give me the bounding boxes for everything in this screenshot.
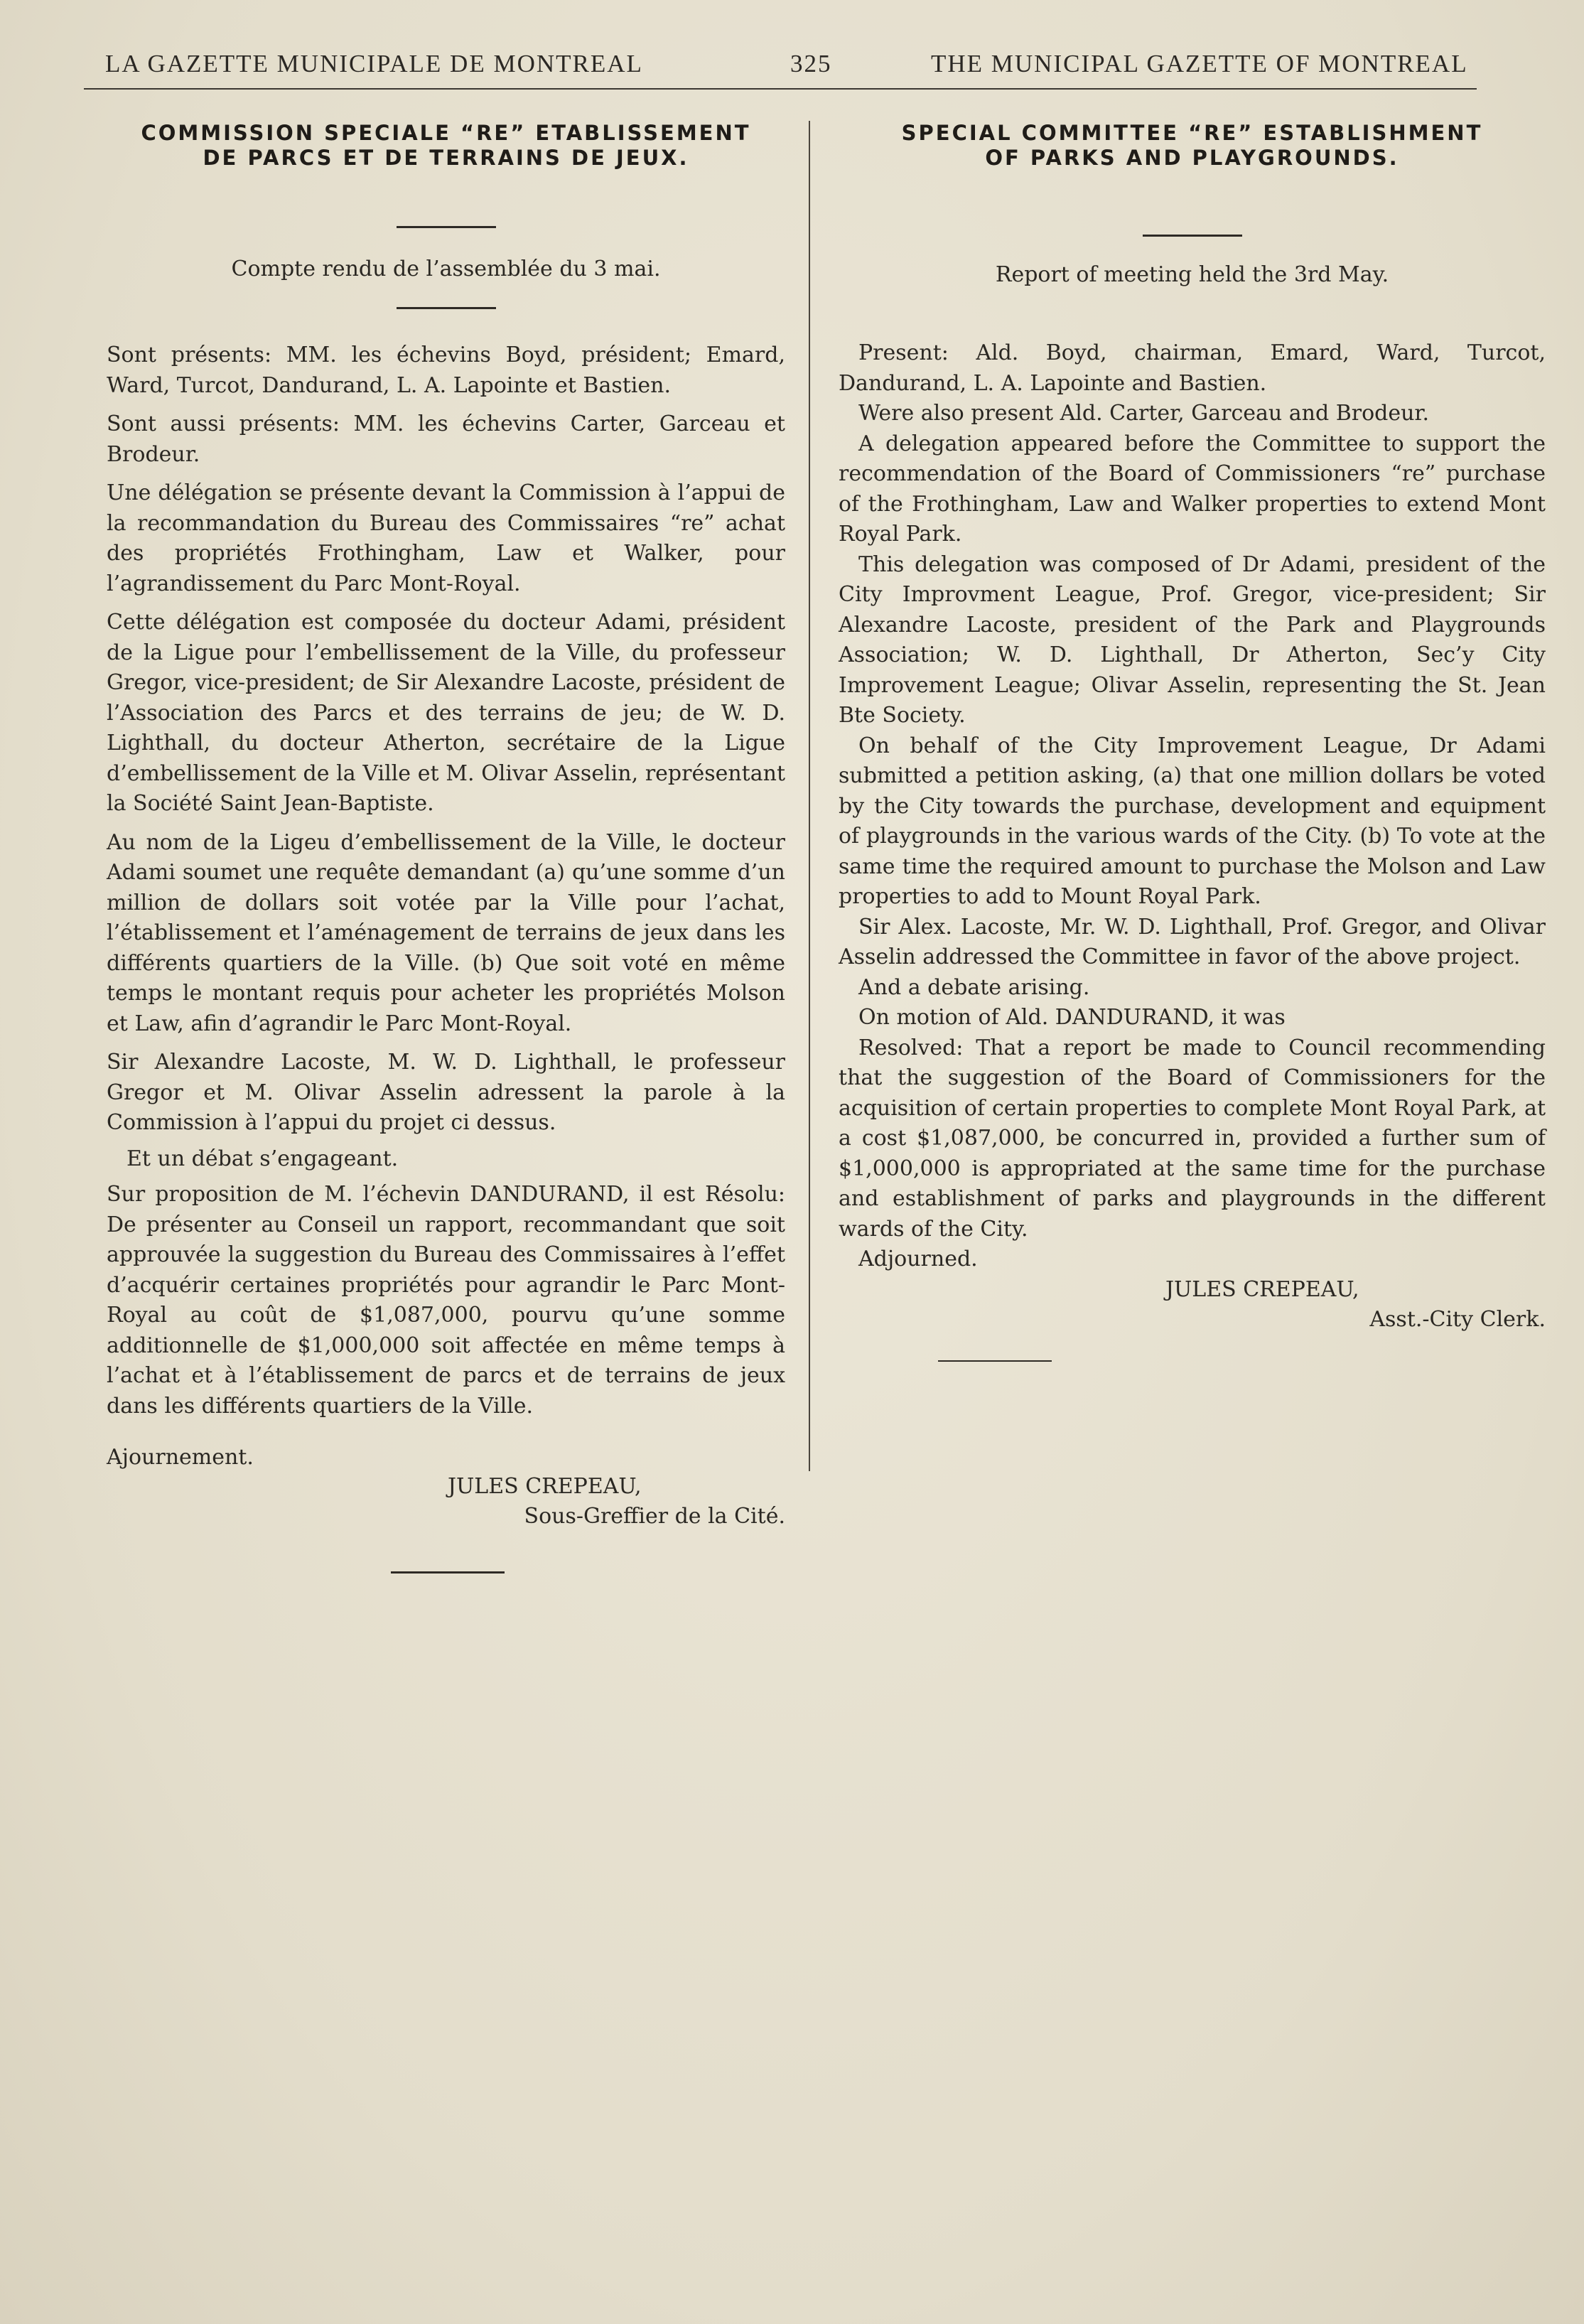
english-paragraph: Resolved: That a report be made to Council recommending that the suggestion of the Board of Commissioners for the acquisition of certain properties to complete Mont Royal Park, at a cost $1,087,000, be concurred in, provided a further sum of $1,000,000 is appropriated at the same time for the purchase and establishment of parks and playgrounds in the different wards of the City. [839, 1035, 1546, 1242]
english-signature-title: Asst.-City Clerk. [1369, 1306, 1546, 1332]
french-subtitle-rule [397, 307, 496, 309]
english-end-rule [938, 1360, 1052, 1362]
french-section-title: COMMISSION SPECIALE “RE” ETABLISSEMENT DE PARCS ET DE TERRAINS DE JEUX. [141, 121, 751, 170]
french-paragraph: Cette délégation est composée du docteur Adami, président de la Ligue pour l’embellissement de la Ville, du professeur Gregor, vice-president; de Sir Alexandre Lacoste, président de l’Association des Parcs et des terrains de jeu; de W. D. Lighthall, du docteur Atherton, secrétaire de la Ligue d’embellissement de la Ville et M. Olivar Asselin, représentant la Société Saint Jean-Baptiste. [107, 610, 785, 816]
english-body [839, 338, 1546, 1275]
french-paragraph: Sur proposition de M. l’échevin DANDURAND, il est Résolu: De présenter au Conseil un rapport, recommandant que soit approuvée la suggestion du Bureau des Commissaires à l’effet d’acquérir certaines propriétés pour agrandir le Parc Mont-Royal au coût de $1,087,000, pourvu qu’une somme additionnelle de $1,000,000 soit affectée en même temps à l’achat et à l’établissement de parcs et de terrains de jeux dans les différents quartiers de la Ville. [107, 1182, 785, 1419]
english-paragraph: This delegation was composed of Dr Adami, president of the City Improvment League, Prof. Gregor, vice-president; Sir Alexandre Lacoste, president of the Park and Playgrounds Association; W. D. Lighthall, Dr Atherton, Sec’y City Improvement League; Olivar Asselin, representing the St. Jean Bte Society. [839, 552, 1546, 728]
english-subtitle: Report of meeting held the 3rd May. [995, 262, 1389, 287]
french-title-rule [397, 226, 496, 228]
english-paragraph: On motion of Ald. DANDURAND, it was [858, 1005, 1286, 1030]
french-body [107, 340, 785, 1473]
french-paragraph: Et un débat s’engageant. [126, 1146, 399, 1171]
english-section-title: SPECIAL COMMITTEE “RE” ESTABLISHMENT OF PARKS AND PLAYGROUNDS. [901, 121, 1483, 170]
french-paragraph: Sont aussi présents: MM. les échevins Carter, Garceau et Brodeur. [107, 411, 785, 467]
french-paragraph: Une délégation se présente devant la Commission à l’appui de la recommandation du Bureau des Commissaires “re” achat des propriétés Frothingham, Law et Walker, pour l’agrandissement du Parc Mont-Royal. [107, 480, 785, 596]
english-title-rule [1143, 235, 1242, 237]
english-paragraph: A delegation appeared before the Committee to support the recommendation of the Board of Commissioners “re” purchase of the Frothingham, Law and Walker properties to extend Mont Royal Park. [839, 431, 1546, 547]
french-signature-title: Sous-Greffier de la Cité. [524, 1503, 785, 1529]
french-column [107, 121, 785, 1573]
french-paragraph: Sont présents: MM. les échevins Boyd, président; Emard, Ward, Turcot, Dandurand, L. A. Lapointe et Bastien. [107, 343, 785, 398]
english-paragraph: On behalf of the City Improvement League, Dr Adami submitted a petition asking, (a) that one million dollars be voted by the City towards the purchase, development and equipment of playgrounds in the various wards of the City. (b) To vote at the same time the required amount to purchase the Molson and Law properties to add to Mount Royal Park. [839, 733, 1546, 909]
english-signature-name: JULES CREPEAU, [1165, 1276, 1359, 1302]
column-divider [809, 121, 810, 1471]
french-signature-name: JULES CREPEAU, [448, 1473, 642, 1499]
page-number: 325 [790, 50, 832, 77]
french-end-rule [391, 1571, 505, 1573]
header-rule [84, 88, 1477, 90]
english-paragraph: And a debate arising. [858, 974, 1090, 1000]
english-paragraph: Sir Alex. Lacoste, Mr. W. D. Lighthall, Prof. Gregor, and Olivar Asselin addressed the Committee in favor of the above project. [839, 914, 1546, 969]
french-subtitle: Compte rendu de l’assemblée du 3 mai. [231, 257, 661, 281]
header-english-title: THE MUNICIPAL GAZETTE OF MONTREAL [931, 50, 1468, 77]
english-adjournment: Adjourned. [858, 1247, 978, 1271]
french-adjournment: Ajournement. [107, 1445, 254, 1470]
french-paragraph: Au nom de la Ligeu d’embellissement de la Ville, le docteur Adami soumet une requête demandant (a) qu’une somme d’un million de dollars soit votée par la Ville pour l’achat, l’établissement et l’aménagement de terrains de jeux dans les différents quartiers de la Ville. (b) Que soit voté en même temps le montant requis pour acheter les propriétés Molson et Law, afin d’agrandir le Parc Mont-Royal. [107, 829, 785, 1036]
header-french-title: LA GAZETTE MUNICIPALE DE MONTREAL [105, 50, 643, 77]
french-paragraph: Sir Alexandre Lacoste, M. W. D. Lighthall, le professeur Gregor et M. Olivar Asselin adressent la parole à la Commission à l’appui du projet ci dessus. [107, 1050, 785, 1135]
english-paragraph: Present: Ald. Boyd, chairman, Emard, Ward, Turcot, Dandurand, L. A. Lapointe and Bastien. [839, 340, 1546, 396]
english-column [839, 121, 1546, 1362]
english-paragraph: Were also present Ald. Carter, Garceau and Brodeur. [858, 401, 1429, 426]
